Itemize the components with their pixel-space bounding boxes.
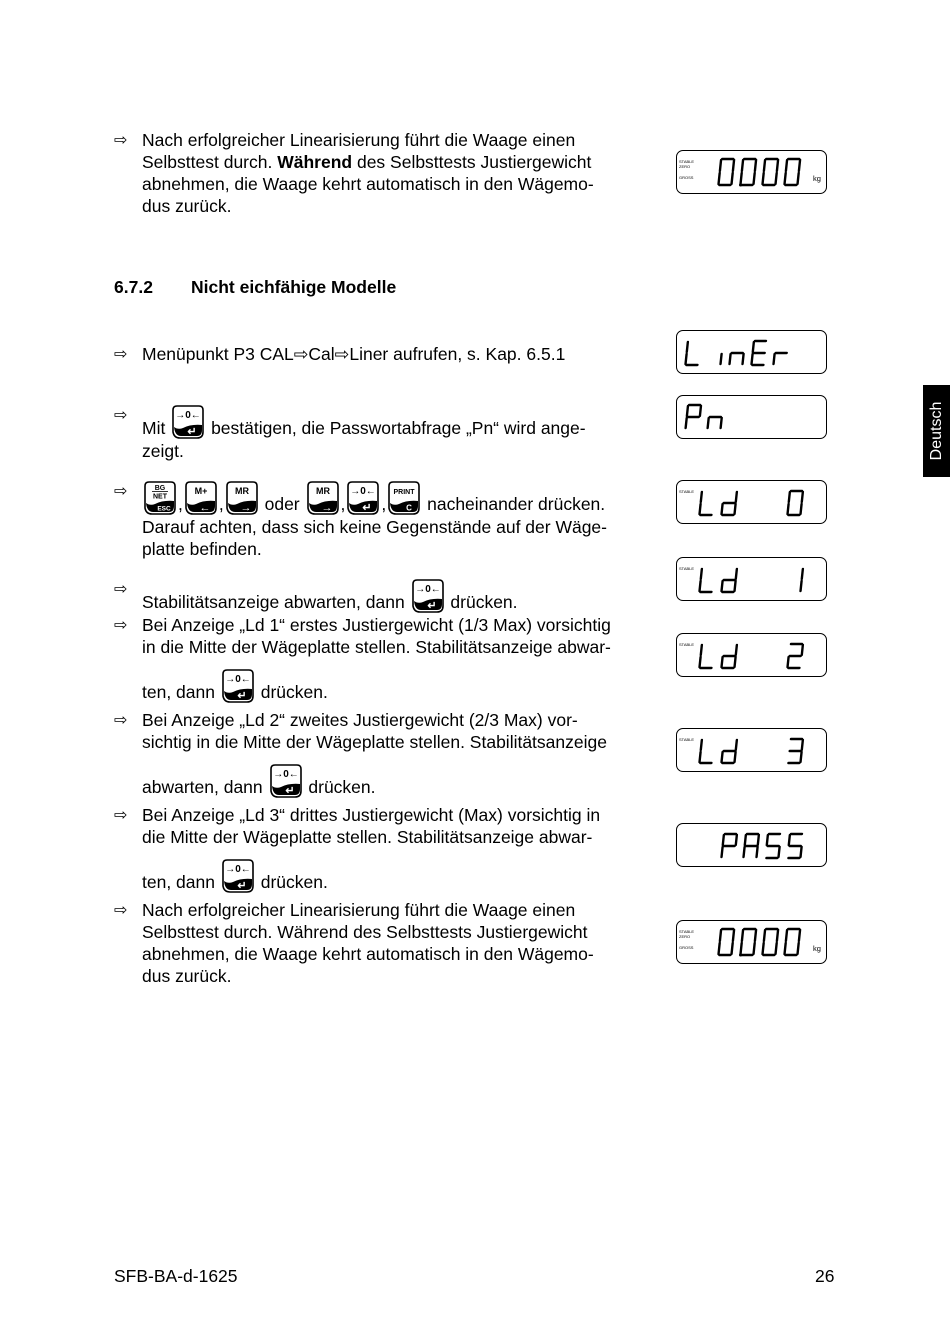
step-key-sequence: ⇨ BG NET ESC , M+ ← , MR → oder MR → , →0← ↵ , PRINT C nacheinander drücken. Darauf achten, dass sich keine Gegenstände auf der Wäge- platte befinden. xyxy=(114,481,607,559)
svg-text:↵: ↵ xyxy=(426,600,437,612)
display-ld3 xyxy=(676,728,827,772)
svg-text:↵: ↵ xyxy=(237,880,247,892)
svg-text:→0←: →0← xyxy=(225,674,251,685)
bg-net-esc-key-icon xyxy=(143,480,177,516)
svg-text:GROSS: GROSS xyxy=(679,175,694,180)
arrow-bullet-icon: ⇨ xyxy=(114,405,128,424)
arrow-bullet-icon: ⇨ xyxy=(114,710,128,729)
step-ld1: ⇨ Bei Anzeige „Ld 1“ erstes Justiergewicht (1/3 Max) vorsichtig in die Mitte der Wägeplatte stellen. Stabilitätsanzeige abwar- ten, dann →0← ↵ drücken. xyxy=(114,615,611,702)
footer-page-number: 26 xyxy=(815,1266,835,1286)
print-key-icon xyxy=(387,480,421,516)
step-wait-stability: ⇨ Stabilitätsanzeige abwarten, dann →0← ↵ drücken. xyxy=(114,579,518,612)
arrow-bullet-icon: ⇨ xyxy=(114,805,128,824)
svg-text:PRINT: PRINT xyxy=(393,489,415,496)
svg-text:→0←: →0← xyxy=(175,410,201,421)
step-self-test-top: ⇨ Nach erfolgreicher Linearisierung führt die Waage einen Selbsttest durch. Während des Selbsttests Justiergewicht abnehmen, die Waage kehrt automatisch in den Wägemo- dus zurück. xyxy=(114,130,594,216)
arrow-bullet-icon: ⇨ xyxy=(114,344,128,363)
section-title: Nicht eichfähige Modelle xyxy=(191,277,397,297)
svg-text:ZERO: ZERO xyxy=(679,934,691,939)
display-ld2 xyxy=(676,633,827,677)
svg-text:BG: BG xyxy=(154,485,166,492)
svg-text:GROSS: GROSS xyxy=(679,945,694,950)
arrow-bullet-icon: ⇨ xyxy=(114,900,128,919)
svg-text:→0←: →0← xyxy=(272,769,299,780)
mr-key-icon xyxy=(225,480,259,516)
svg-text:↵: ↵ xyxy=(284,785,295,797)
svg-text:→0←: →0← xyxy=(350,486,377,497)
mr-key-icon xyxy=(306,480,340,516)
svg-text:↵: ↵ xyxy=(187,426,197,438)
svg-text:C: C xyxy=(406,503,413,513)
zero-key-icon xyxy=(221,668,255,704)
section-heading xyxy=(114,277,396,298)
svg-text:M+: M+ xyxy=(194,486,208,496)
zero-key-icon xyxy=(221,858,255,894)
svg-text:STABLE: STABLE xyxy=(679,737,695,742)
svg-text:kg: kg xyxy=(813,944,821,953)
svg-text:STABLE: STABLE xyxy=(679,489,695,494)
display-ld1 xyxy=(676,557,827,601)
svg-text:→: → xyxy=(321,502,332,514)
svg-text:→0←: →0← xyxy=(414,584,441,595)
step-confirm-password: ⇨ Mit →0← ↵ bestätigen, die Passwortabfrage „Pn“ wird ange- zeigt. xyxy=(114,405,586,461)
svg-text:→0←: →0← xyxy=(225,864,251,875)
svg-text:ESC: ESC xyxy=(157,505,171,513)
step-open-menu: ⇨ Menüpunkt P3 CAL⇨Cal⇨Liner aufrufen, s. Kap. 6.5.1 xyxy=(114,344,566,364)
display-liner xyxy=(676,330,827,374)
svg-text:STABLE: STABLE xyxy=(679,642,695,647)
arrow-bullet-icon: ⇨ xyxy=(114,615,128,634)
footer-document-id: SFB-BA-d-1625 xyxy=(114,1266,238,1286)
arrow-bullet-icon: ⇨ xyxy=(114,579,128,598)
svg-text:↵: ↵ xyxy=(362,502,372,514)
display-pn xyxy=(676,395,827,439)
zero-key-icon xyxy=(171,404,205,440)
svg-text:kg: kg xyxy=(813,174,821,183)
svg-text:MR: MR xyxy=(234,486,249,496)
arrow-bullet-icon: ⇨ xyxy=(114,130,128,149)
svg-text:↵: ↵ xyxy=(237,690,247,702)
display-zero-weight xyxy=(676,150,827,194)
svg-text:STABLE: STABLE xyxy=(679,566,695,571)
arrow-bullet-icon: ⇨ xyxy=(114,481,128,500)
display-pass xyxy=(676,823,827,867)
m-plus-key-icon xyxy=(184,480,218,516)
zero-key-icon xyxy=(269,763,303,799)
svg-text:NET: NET xyxy=(153,493,167,501)
display-zero-weight-final xyxy=(676,920,827,964)
svg-text:ZERO: ZERO xyxy=(679,164,691,169)
step-ld3: ⇨ Bei Anzeige „Ld 3“ drittes Justiergewicht (Max) vorsichtig in die Mitte der Wägeplatte stellen. Stabilitätsanzeige abwar- ten, dann →0← ↵ drücken. xyxy=(114,805,601,892)
svg-text:←: ← xyxy=(199,502,211,514)
svg-text:→: → xyxy=(240,502,252,514)
zero-key-icon xyxy=(411,578,445,614)
svg-text:MR: MR xyxy=(315,486,330,496)
section-number: 6.7.2 xyxy=(114,277,153,297)
svg-text:STABLE: STABLE xyxy=(679,159,695,164)
display-ld0 xyxy=(676,480,827,524)
zero-key-icon xyxy=(346,480,380,516)
step-ld2: ⇨ Bei Anzeige „Ld 2“ zweites Justiergewicht (2/3 Max) vor- sichtig in die Mitte der Wägeplatte stellen. Stabilitätsanzeige abwarten, dann →0← ↵ drücken. xyxy=(114,710,607,797)
language-tab: Deutsch xyxy=(923,385,950,477)
svg-text:STABLE: STABLE xyxy=(679,929,695,934)
step-self-test-bottom: ⇨ Nach erfolgreicher Linearisierung führt die Waage einen Selbsttest durch. Während des Selbsttests Justiergewicht abnehmen, die Waage kehrt automatisch in den Wägemo- dus zurück. xyxy=(114,900,594,986)
